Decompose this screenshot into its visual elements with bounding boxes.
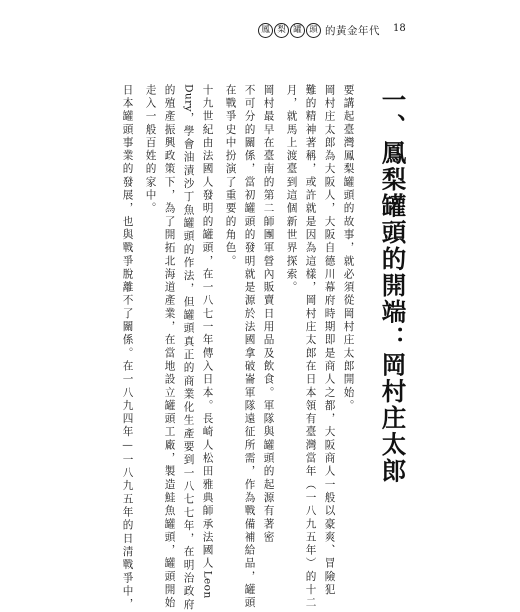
text-line: 要講起臺灣鳳梨罐頭的故事，就必須從岡村庄太郎開始。 (342, 84, 355, 413)
text-line (202, 84, 213, 599)
text-line-part: ，學會油漬沙丁魚罐頭的作法，但罐頭真正的商業化生產要到一八七七年，在明治政府 (182, 111, 195, 612)
text-line: 的殖產振興政策下，為了開拓北海道產業，在當地設立罐頭工廠，製造鮭魚罐頭，罐頭開始 (163, 84, 176, 610)
text-line: 走入一般百姓的家中。 (144, 84, 157, 216)
latin-word: Dury (182, 84, 195, 112)
text-line (183, 84, 194, 612)
header-char-3: 罐 (290, 23, 305, 38)
text-line: 不可分的關係，當初罐頭的發明就是源於法國拿破崙軍隊遠征所需，作為戰備補給品，罐頭 (243, 84, 256, 610)
text-line: 在戰爭史中扮演了重要的角色。 (224, 84, 237, 269)
running-header (258, 22, 408, 38)
text-line: 岡村庄太郎為大阪人，大阪自德川幕府時期即是商人之都，大阪商人一般以豪爽、冒險犯 (323, 84, 336, 597)
text-line: 日本罐頭事業的發展，也與戰爭脫離不了關係。在一八九四年—一八九五年的日清戰爭中， (121, 84, 134, 612)
text-line: 岡村最早在臺南的第二師團軍營內販賣日用品及飲食。軍隊與罐頭的起源有著密 (262, 84, 275, 545)
latin-word: Leon (201, 570, 214, 599)
header-char-2: 梨 (274, 23, 289, 38)
header-char-1: 鳳 (258, 23, 273, 38)
section-title: 一、鳳梨罐頭的開端：岡村庄太郎 (378, 87, 408, 485)
text-line-part: 十九世紀由法國人發明的罐頭，在一八七一年傳入日本。長崎人松田雅典師承法國人 (201, 84, 214, 571)
header-book-title: 的黃金年代 (325, 24, 380, 37)
page-number: 18 (393, 23, 406, 34)
header-char-4: 頭 (306, 23, 321, 38)
text-line: 月，就馬上渡臺到這個新世界探索。 (285, 84, 298, 295)
text-line: 難的精神著稱，或許就是因為這樣，岡村庄太郎在日本領有臺灣當年（一八九五年）的十二 (304, 84, 317, 610)
